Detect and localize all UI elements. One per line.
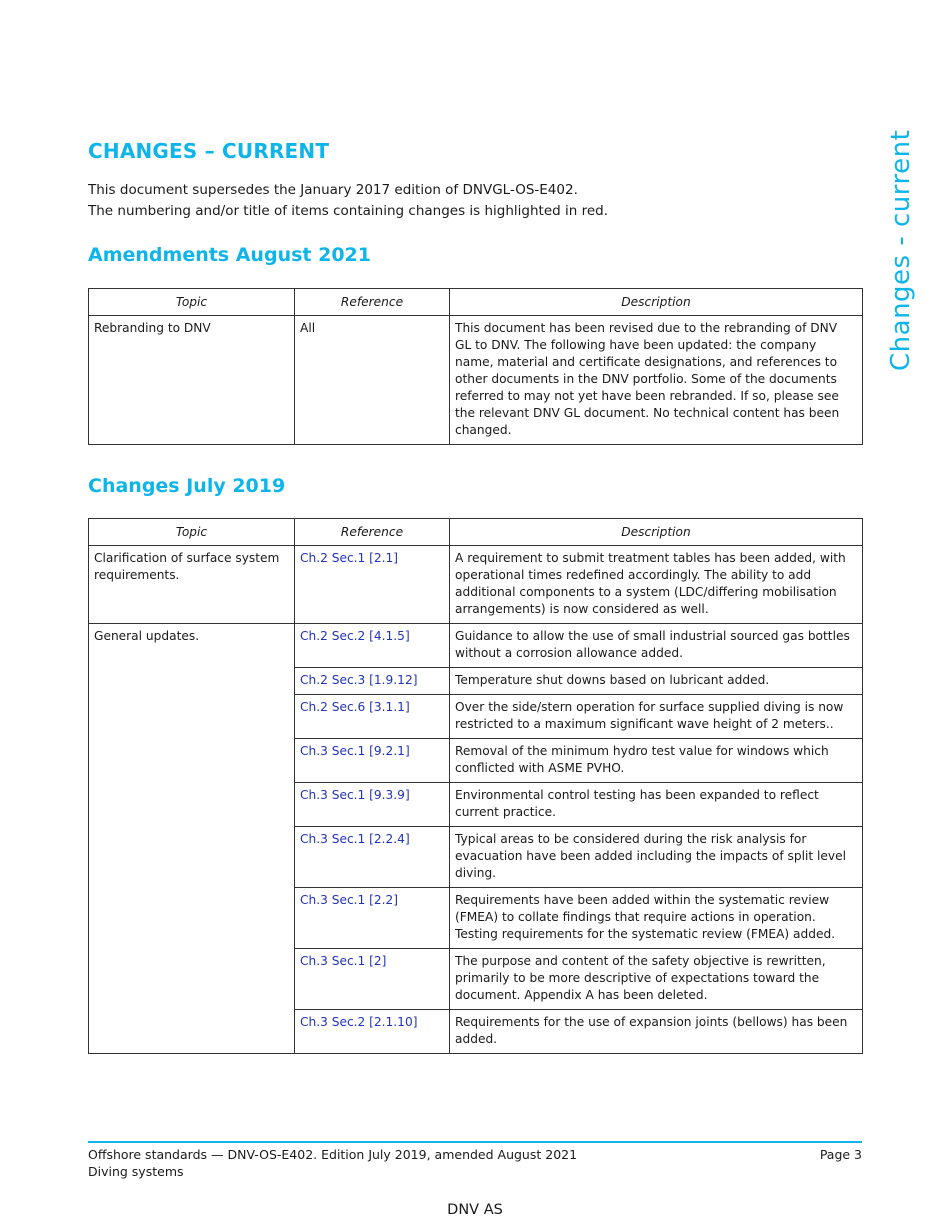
description-cell: Temperature shut downs based on lubricant added. bbox=[450, 668, 863, 695]
amendments-heading: Amendments August 2021 bbox=[88, 244, 371, 266]
footer-rule bbox=[88, 1141, 862, 1143]
description-cell: Requirements have been added within the systematic review (FMEA) to collate findings that require actions in operation. Testing requirements for the systematic review (FMEA) added. bbox=[450, 888, 863, 949]
header-reference: Reference bbox=[295, 289, 450, 316]
reference-link[interactable]: Ch.2 Sec.6 [3.1.1] bbox=[295, 695, 450, 739]
description-cell: Environmental control testing has been expanded to reflect current practice. bbox=[450, 783, 863, 827]
description-cell: A requirement to submit treatment tables has been added, with operational times redefined accordingly. The ability to add additional components to a system (LDC/differing mobilisation arrangements) is now considered as well. bbox=[450, 546, 863, 624]
table-row bbox=[89, 546, 863, 624]
amendments-table bbox=[88, 288, 863, 445]
reference-link[interactable]: Ch.3 Sec.1 [9.2.1] bbox=[295, 739, 450, 783]
description-cell: Guidance to allow the use of small industrial sourced gas bottles without a corrosion allowance added. bbox=[450, 624, 863, 668]
description-cell: Typical areas to be considered during the risk analysis for evacuation have been added including the impacts of split level diving. bbox=[450, 827, 863, 888]
footer-publisher: DNV AS bbox=[447, 1202, 503, 1218]
reference-link[interactable]: Ch.2 Sec.2 [4.1.5] bbox=[295, 624, 450, 668]
table-row bbox=[89, 316, 863, 445]
footer-document-subtitle: Diving systems bbox=[88, 1164, 184, 1179]
topic-cell: Rebranding to DNV bbox=[89, 316, 295, 445]
reference-link[interactable]: Ch.3 Sec.1 [2] bbox=[295, 949, 450, 1010]
side-tab-label: Changes - current bbox=[886, 129, 916, 371]
intro-line: This document supersedes the January 2017 edition of DNVGL-OS-E402. bbox=[88, 182, 578, 198]
table-header-row bbox=[89, 519, 863, 546]
header-topic: Topic bbox=[89, 289, 295, 316]
reference-link[interactable]: Ch.3 Sec.1 [2.2] bbox=[295, 888, 450, 949]
topic-cell: Clarification of surface system requirements. bbox=[89, 546, 295, 624]
reference-link[interactable]: Ch.3 Sec.2 [2.1.10] bbox=[295, 1010, 450, 1054]
description-cell: Over the side/stern operation for surface supplied diving is now restricted to a maximum significant wave height of 2 meters.. bbox=[450, 695, 863, 739]
reference-link[interactable]: Ch.3 Sec.1 [9.3.9] bbox=[295, 783, 450, 827]
reference-link[interactable]: Ch.2 Sec.1 [2.1] bbox=[295, 546, 450, 624]
header-topic: Topic bbox=[89, 519, 295, 546]
intro-text bbox=[88, 180, 608, 222]
table-row bbox=[89, 624, 863, 668]
changes-table bbox=[88, 518, 863, 1054]
footer-document-title: Offshore standards — DNV-OS-E402. Edition July 2019, amended August 2021 bbox=[88, 1147, 578, 1162]
intro-line: The numbering and/or title of items containing changes is highlighted in red. bbox=[88, 203, 609, 219]
description-cell: Removal of the minimum hydro test value for windows which conflicted with ASME PVHO. bbox=[450, 739, 863, 783]
changes-heading: Changes July 2019 bbox=[88, 475, 286, 497]
header-reference: Reference bbox=[295, 519, 450, 546]
header-description: Description bbox=[450, 519, 863, 546]
description-cell: The purpose and content of the safety objective is rewritten, primarily to be more descriptive of expectations toward the document. Appendix A has been deleted. bbox=[450, 949, 863, 1010]
footer-page-number: Page 3 bbox=[819, 1147, 862, 1162]
reference-link[interactable]: Ch.2 Sec.3 [1.9.12] bbox=[295, 668, 450, 695]
description-cell: Requirements for the use of expansion joints (bellows) has been added. bbox=[450, 1010, 863, 1054]
reference-cell: All bbox=[295, 316, 450, 445]
table-header-row bbox=[89, 289, 863, 316]
page-title: CHANGES – CURRENT bbox=[88, 139, 330, 163]
header-description: Description bbox=[450, 289, 863, 316]
topic-cell-general: General updates. bbox=[89, 624, 295, 1054]
description-cell: This document has been revised due to the rebranding of DNV GL to DNV. The following have been updated: the company name, material and certificate designations, and references to other documents in the DNV portfolio. Some of the documents referred to may not yet have been rebranded. If so, please see the relevant DNV GL document. No technical content has been changed. bbox=[450, 316, 863, 445]
reference-link[interactable]: Ch.3 Sec.1 [2.2.4] bbox=[295, 827, 450, 888]
